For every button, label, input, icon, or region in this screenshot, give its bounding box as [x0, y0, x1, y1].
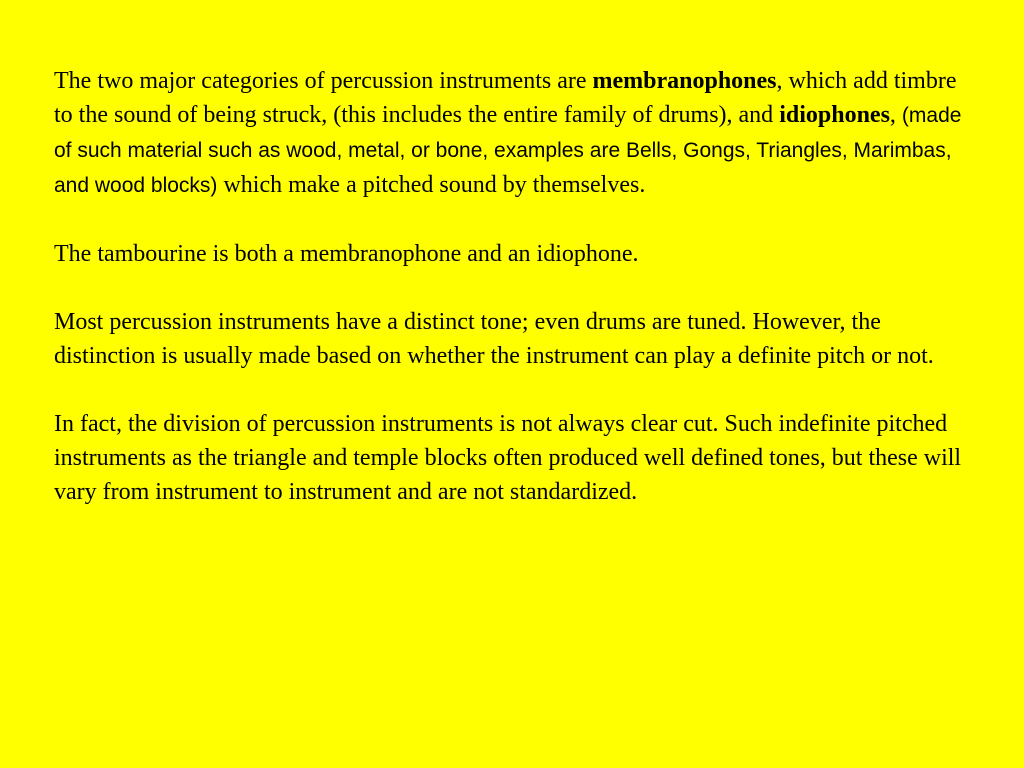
paragraph-categories-separator: , [889, 102, 902, 128]
slide-body [54, 64, 974, 543]
term-idiophones: idiophones [779, 102, 890, 128]
term-membranophones: membranophones [592, 68, 777, 94]
paragraph-tambourine: The tambourine is both a membranophone and an idiophone. [54, 241, 639, 267]
paragraph-categories [54, 64, 974, 203]
paragraph-categories-intro: The two major categories of percussion instruments are [54, 68, 593, 94]
idiophones-examples: (made of such material such as wood, metal, or bone, examples are Bells, Gongs, Triangles, Marimbas, and wood blocks) [54, 104, 962, 197]
paragraph-pitch: Most percussion instruments have a distinct tone; even drums are tuned. However, the distinction is usually made based on whether the instrument can play a definite pitch or not. [54, 309, 934, 369]
paragraph-categories-end: which make a pitched sound by themselves. [217, 172, 646, 198]
paragraph-categories-middle: , which add timbre to the sound of being struck, (this includes the entire family of drums), and [54, 68, 957, 128]
paragraph-division: In fact, the division of percussion instruments is not always clear cut. Such indefinite pitched instruments as the triangle and temple blocks often produced well defined tones, but these will vary from instrument to instrument and are not standardized. [54, 411, 962, 505]
